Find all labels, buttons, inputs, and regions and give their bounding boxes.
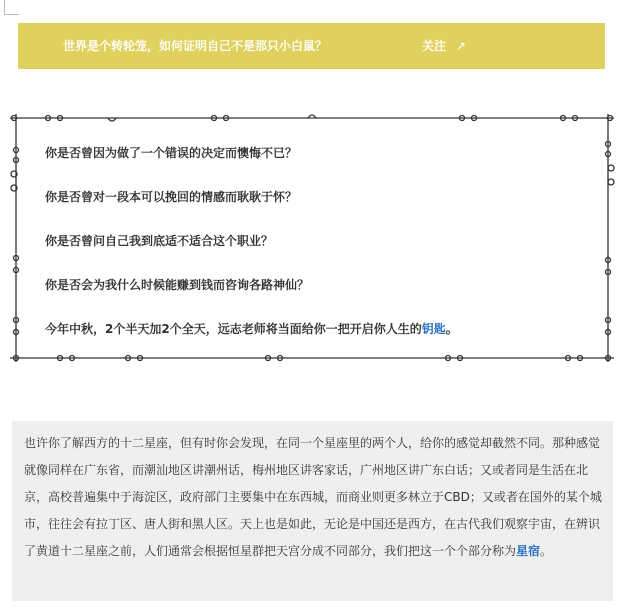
question-2: 你是否曾对一段本可以挽回的情感而耿耿于怀？ (45, 190, 298, 204)
question-3: 你是否曾问自己我到底适不适合这个职业？ (45, 234, 274, 248)
corner-mark (4, 0, 19, 15)
keyword-link[interactable]: 钥匙 (421, 322, 446, 336)
question-4: 你是否会为我什么时候能赚到钱而咨询各路神仙？ (45, 278, 310, 292)
follow-label: 关注 (422, 39, 447, 53)
intro-paragraph (24, 430, 604, 565)
paragraph-text: 也许你了解西方的十二星座，但有时你会发现，在同一个星座里的两个人，给你的感觉却截然不同。那种感觉就像同样在广东省，而潮汕地区讲潮州话，梅州地区讲客家话，广州地区讲广东白话；又或者同是生活在北京，高校普遍集中于海淀区，政府部门主要集中在东西城，而商业则更多林立于CBD；又或者在国外的某个城市，往往会有拉丁区、唐人街和黑人区。天上也是如此，无论是中国还是西方，在古代我们观察宇宙，在辨识了黄道十二星座之前，人们通常会根据恒星群把天宫分成不同部分，我们把这一个个部分称为 (24, 436, 602, 558)
banner-text: 世界是个转轮笼，如何证明自己不是那只小白鼠？ (63, 39, 328, 53)
paragraph-end: 。 (540, 544, 553, 558)
closing-end: 。 (445, 322, 458, 336)
closing-text: 今年中秋，2个半天加2个全天，远志老师将当面给你一把开启你人生的 (45, 322, 422, 336)
question-1: 你是否曾因为做了一个错误的决定而懊悔不已？ (45, 146, 298, 160)
question-frame (8, 110, 618, 366)
keyword-link[interactable]: 星宿 (516, 544, 541, 558)
arrow-up-right-icon: ↗ (456, 39, 467, 53)
closing-line (45, 320, 458, 337)
intro-paragraph-box (12, 421, 613, 601)
follow-button[interactable] (422, 23, 466, 69)
follow-banner (18, 23, 605, 69)
